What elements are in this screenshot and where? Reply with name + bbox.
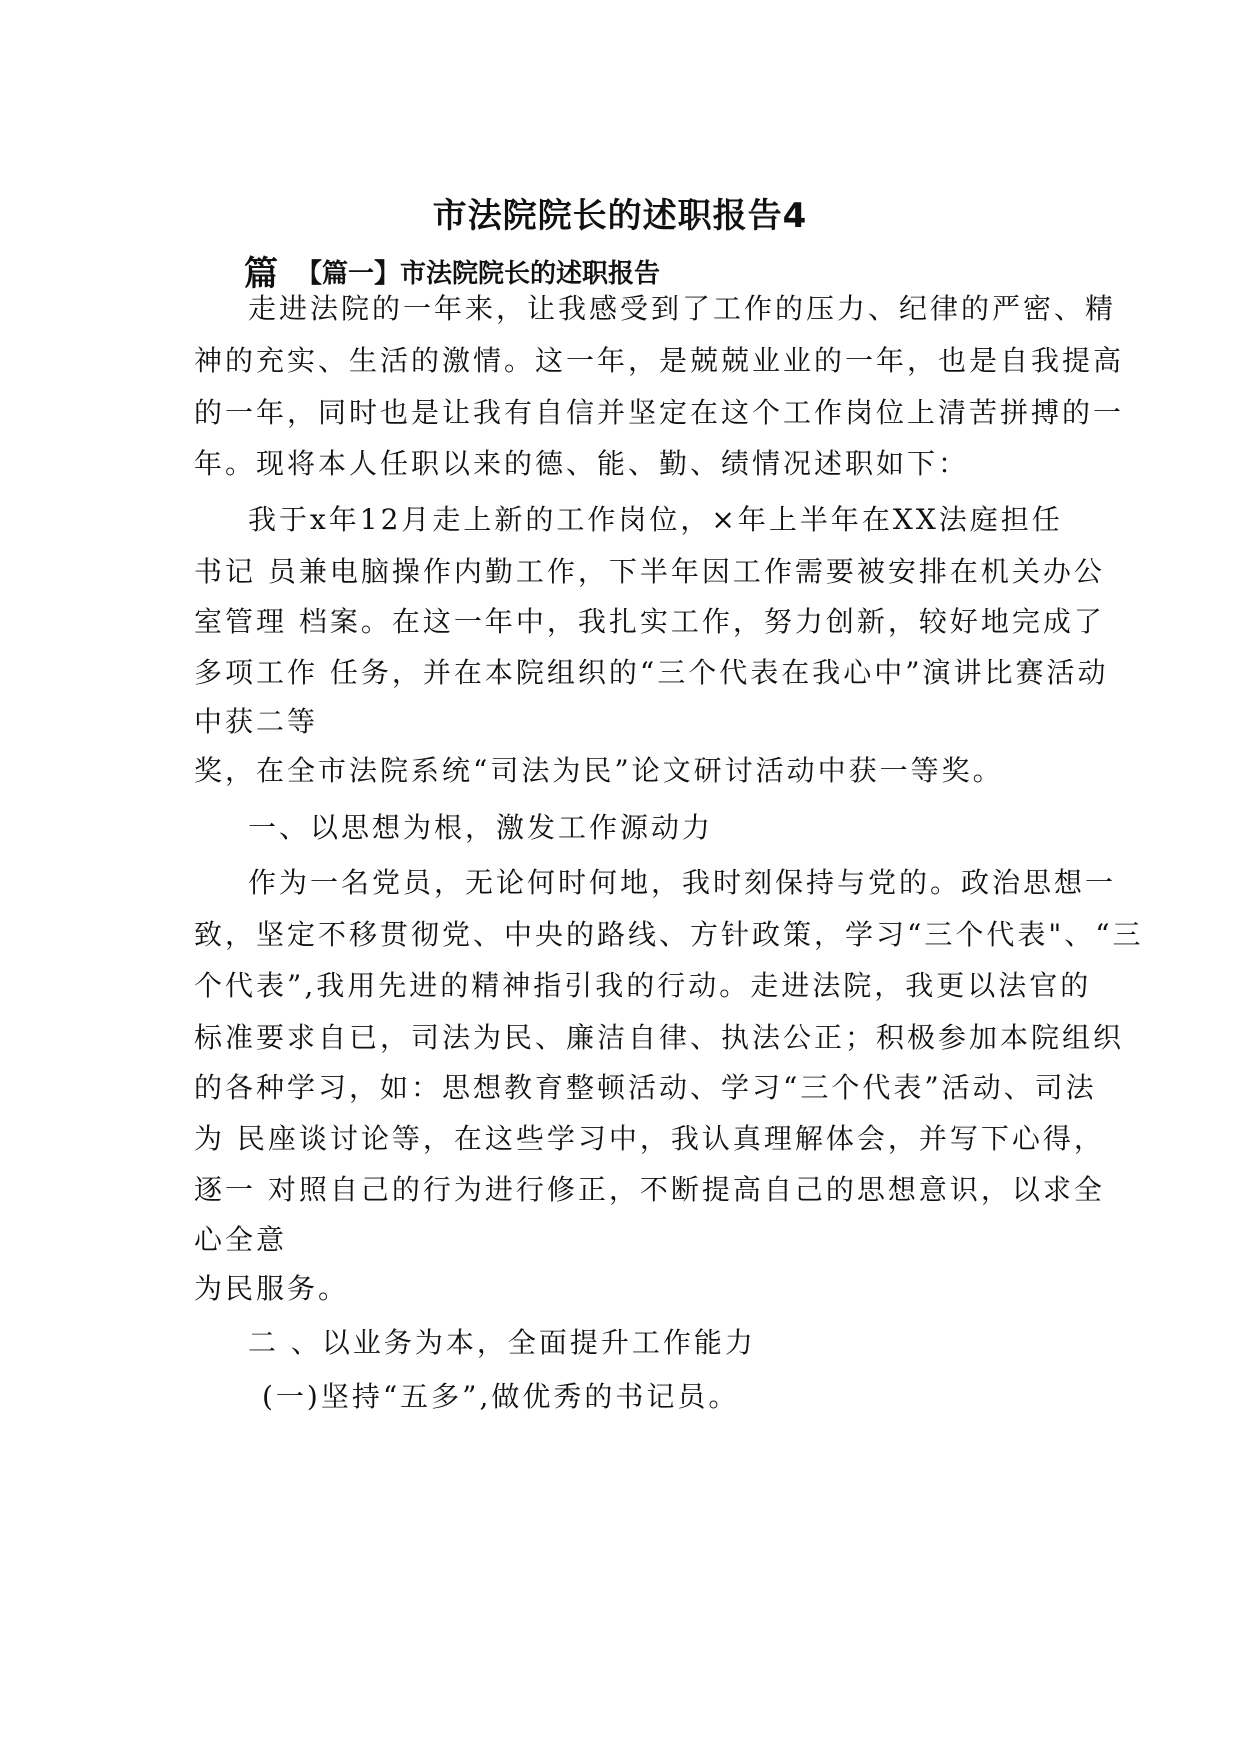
- paragraph-line: 作为一名党员，无论何时何地，我时刻保持与党的。政治思想一: [248, 866, 1117, 899]
- paragraph-line: 年。现将本人任职以来的德、能、勤、绩情况述职如下：: [194, 447, 970, 480]
- section-heading-text: 【篇一】市法院院长的述职报告: [296, 259, 661, 289]
- paragraph-line: 室管理 档案。在这一年中，我扎实工作，努力创新，较好地完成了: [194, 605, 1105, 638]
- paragraph-line: 神的充实、生活的激情。这一年，是兢兢业业的一年，也是自我提高: [194, 344, 1125, 377]
- document-title: 市法院院长的述职报告4: [432, 196, 808, 236]
- paragraph-line: 致，坚定不移贯彻党、中央的路线、方针政策，学习“三个代表"、“三: [194, 918, 1144, 951]
- section-heading-marker: 篇: [244, 254, 278, 294]
- paragraph-line: 的各种学习，如：思想教育整顿活动、学习“三个代表”活动、司法: [194, 1071, 1097, 1104]
- paragraph-line: 中获二等: [194, 705, 319, 738]
- paragraph-line: 为 民座谈讨论等，在这些学习中，我认真理解体会，并写下心得，: [194, 1122, 1105, 1155]
- paragraph-line: 个代表”,我用先进的精神指引我的行动。走进法院，我更以法官的: [194, 969, 1092, 1002]
- paragraph-line: 我于x年12月走上新的工作岗位，×年上半年在XX法庭担任: [248, 503, 1063, 536]
- paragraph-line: 的一年，同时也是让我有自信并坚定在这个工作岗位上清苦拼搏的一: [194, 396, 1125, 429]
- paragraph-line: 多项工作 任务，并在本院组织的“三个代表在我心中”演讲比赛活动: [194, 656, 1109, 689]
- paragraph-line: 走进法院的一年来，让我感受到了工作的压力、纪律的严密、精: [248, 292, 1117, 325]
- paragraph-line: 为民服务。: [194, 1272, 350, 1305]
- paragraph-line: 逐一 对照自己的行为进行修正，不断提高自己的思想意识，以求全: [194, 1173, 1105, 1206]
- paragraph-line: 奖，在全市法院系统“司法为民”论文研讨活动中获一等奖。: [194, 754, 1004, 787]
- subsection-heading: 二 、以业务为本，全面提升工作能力: [248, 1326, 756, 1359]
- subsection-heading: 一、以思想为根，激发工作源动力: [248, 811, 714, 844]
- paragraph-line: 标准要求自已，司法为民、廉洁自律、执法公正；积极参加本院组织: [194, 1021, 1125, 1054]
- paragraph-line: 心全意: [194, 1223, 288, 1256]
- subsection-heading: (一)坚持“五多”,做优秀的书记员。: [262, 1380, 740, 1413]
- paragraph-line: 书记 员兼电脑操作内勤工作，下半年因工作需要被安排在机关办公: [194, 555, 1105, 588]
